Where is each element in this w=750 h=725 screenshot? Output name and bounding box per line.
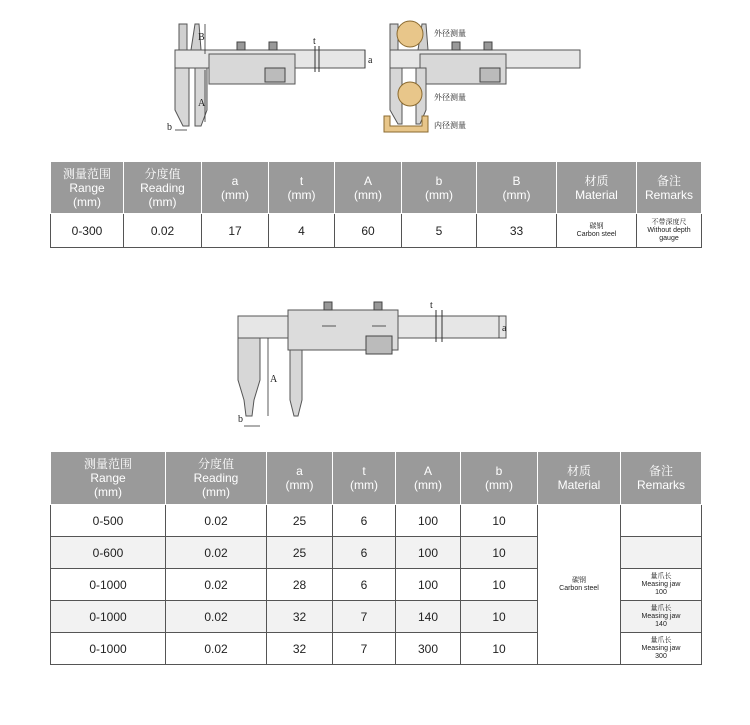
cell-material: 碳钢 Carbon steel bbox=[538, 505, 621, 665]
cell-b: 10 bbox=[461, 505, 538, 537]
label-b: b bbox=[238, 414, 243, 425]
header-B: B (mm) bbox=[477, 162, 557, 214]
spec-table-2 bbox=[50, 451, 702, 665]
cell-range: 0-300 bbox=[51, 214, 124, 248]
cell-B: 33 bbox=[477, 214, 557, 248]
cell-b: 10 bbox=[461, 633, 538, 665]
cell-b: 10 bbox=[461, 537, 538, 569]
cell-t: 4 bbox=[269, 214, 335, 248]
label-t: t bbox=[430, 300, 433, 311]
cell-remarks: 不带深度尺 Without depth gauge bbox=[637, 214, 702, 248]
cell-b: 5 bbox=[402, 214, 477, 248]
header-t: t (mm) bbox=[269, 162, 335, 214]
cell-A: 300 bbox=[396, 633, 461, 665]
header-A: A (mm) bbox=[396, 452, 461, 505]
table-row bbox=[51, 505, 702, 537]
cell-a: 28 bbox=[267, 569, 333, 601]
cell-a: 32 bbox=[267, 633, 333, 665]
header-b: b (mm) bbox=[402, 162, 477, 214]
header-reading: 分度值 Reading (mm) bbox=[166, 452, 267, 505]
cell-A: 140 bbox=[396, 601, 461, 633]
header-remarks: 备注 Remarks bbox=[637, 162, 702, 214]
cell-a: 25 bbox=[267, 505, 333, 537]
caliper-diagram-measurement-modes bbox=[380, 18, 590, 138]
header-A: A (mm) bbox=[335, 162, 402, 214]
label-A: A bbox=[198, 98, 206, 109]
cell-material: 碳钢 Carbon steel bbox=[557, 214, 637, 248]
cell-reading: 0.02 bbox=[166, 505, 267, 537]
cell-remarks: 量爪长 Measing jaw 140 bbox=[621, 601, 702, 633]
label-outer-top: 外径测量 bbox=[434, 29, 466, 38]
header-b: b (mm) bbox=[461, 452, 538, 505]
cell-range: 0-1000 bbox=[51, 633, 166, 665]
label-b: b bbox=[167, 122, 172, 133]
cell-a: 17 bbox=[202, 214, 269, 248]
header-material: 材质 Material bbox=[557, 162, 637, 214]
cell-range: 0-1000 bbox=[51, 569, 166, 601]
cell-range: 0-600 bbox=[51, 537, 166, 569]
cell-remarks bbox=[621, 505, 702, 537]
header-t: t (mm) bbox=[333, 452, 396, 505]
cell-range: 0-500 bbox=[51, 505, 166, 537]
header-reading: 分度值 Reading (mm) bbox=[124, 162, 202, 214]
cell-t: 6 bbox=[333, 537, 396, 569]
spec-table-1 bbox=[50, 161, 702, 248]
cell-A: 100 bbox=[396, 537, 461, 569]
cell-A: 100 bbox=[396, 505, 461, 537]
cell-A: 60 bbox=[335, 214, 402, 248]
cell-reading: 0.02 bbox=[166, 537, 267, 569]
cell-reading: 0.02 bbox=[166, 569, 267, 601]
header-a: a (mm) bbox=[202, 162, 269, 214]
header-range: 测量范围 Range (mm) bbox=[51, 452, 166, 505]
cell-remarks: 量爪长 Measing jaw 300 bbox=[621, 633, 702, 665]
table-row bbox=[51, 214, 702, 248]
cell-t: 6 bbox=[333, 569, 396, 601]
label-inner: 内径测量 bbox=[434, 121, 466, 130]
label-A: A bbox=[270, 374, 278, 385]
cell-A: 100 bbox=[396, 569, 461, 601]
cell-reading: 0.02 bbox=[166, 601, 267, 633]
header-a: a (mm) bbox=[267, 452, 333, 505]
label-a: a bbox=[368, 55, 373, 66]
cell-t: 7 bbox=[333, 633, 396, 665]
cell-t: 7 bbox=[333, 601, 396, 633]
header-material: 材质 Material bbox=[538, 452, 621, 505]
cell-reading: 0.02 bbox=[166, 633, 267, 665]
label-outer-mid: 外径测量 bbox=[434, 93, 466, 102]
cell-remarks: 量爪长 Measing jaw 100 bbox=[621, 569, 702, 601]
cell-range: 0-1000 bbox=[51, 601, 166, 633]
large-caliper-diagram bbox=[232, 296, 517, 434]
cell-t: 6 bbox=[333, 505, 396, 537]
cell-a: 32 bbox=[267, 601, 333, 633]
caliper-diagram-dimensions bbox=[165, 18, 375, 138]
label-t: t bbox=[313, 36, 316, 47]
cell-remarks bbox=[621, 537, 702, 569]
header-range: 测量范围 Range (mm) bbox=[51, 162, 124, 214]
cell-reading: 0.02 bbox=[124, 214, 202, 248]
label-B: B bbox=[198, 32, 205, 43]
cell-b: 10 bbox=[461, 601, 538, 633]
cell-b: 10 bbox=[461, 569, 538, 601]
header-remarks: 备注 Remarks bbox=[621, 452, 702, 505]
label-a: a bbox=[502, 323, 507, 334]
cell-a: 25 bbox=[267, 537, 333, 569]
